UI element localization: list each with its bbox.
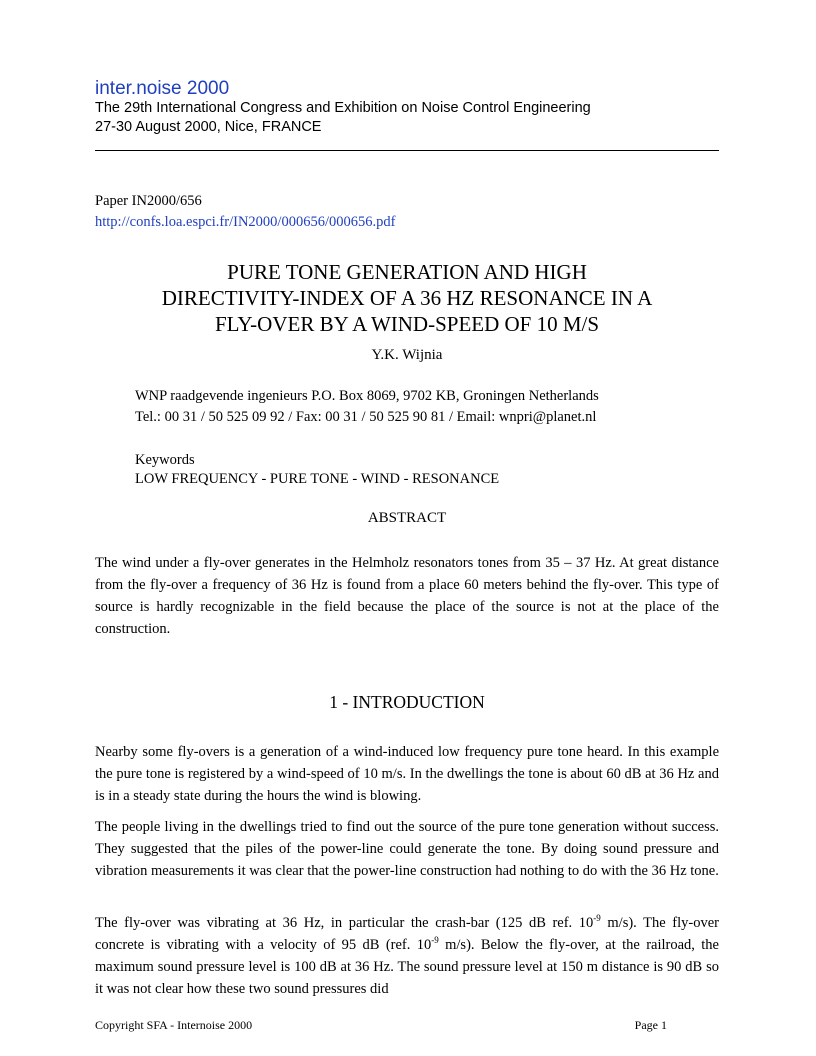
header-divider [95, 150, 719, 151]
abstract-text: The wind under a fly-over generates in the Helmholz resonators tones from 35 – 37 Hz. At great distance from the fly-over a frequency of 36 Hz is found from a place 60 meters behind the fly-over. This type of source is hardly recognizable in the field because the place of the source is not at the place of the construction. [95, 555, 719, 637]
conference-full-name: The 29th International Congress and Exhibition on Noise Control Engineering [95, 100, 591, 116]
paragraph-text: m/s). Below the fly-over, at the railroad, the maximum sound pressure level is 100 dB at 36 Hz. The sound pressure level at 150 m distance is 90 dB so it was not clear how these two sound pressures did [95, 937, 719, 997]
keywords-text: LOW FREQUENCY - PURE TONE - WIND - RESONANCE [135, 471, 500, 487]
paragraph-text: m/s). The fly-over concrete is vibrating with a velocity of 95 dB (ref. 10 [95, 915, 719, 953]
introduction-paragraph-3 [95, 912, 719, 1000]
introduction-paragraph-1: Nearby some fly-overs is a generation of a wind-induced low frequency pure tone heard. In this example the pure tone is registered by a wind-speed of 10 m/s. In the dwellings the tone is about 60 dB at 36 Hz and is in a steady state during the hours the wind is blowing. [95, 744, 719, 804]
title-line: PURE TONE GENERATION AND HIGH [227, 260, 587, 284]
footer-copyright: Copyright SFA - Internoise 2000 [95, 1018, 253, 1032]
paper-url-link[interactable]: http://confs.loa.espci.fr/IN2000/000656/000656.pdf [95, 214, 396, 230]
author-name: Y.K. Wijnia [371, 347, 443, 363]
introduction-paragraph-2: The people living in the dwellings tried to find out the source of the pure tone generation without success. They suggested that the piles of the power-line could generate the tone. By doing sound pressure and vibration measurements it was clear that the power-line construction had nothing to do with the 36 Hz tone. [95, 819, 719, 879]
title-line: DIRECTIVITY-INDEX OF A 36 HZ RESONANCE IN A [161, 286, 653, 310]
exponent: -9 [593, 913, 601, 923]
exponent: -9 [431, 935, 439, 945]
conference-dates-location: 27-30 August 2000, Nice, FRANCE [95, 119, 322, 135]
section-heading-introduction: 1 - INTRODUCTION [329, 692, 485, 712]
conference-name: inter.noise 2000 [95, 78, 230, 99]
keywords-label: Keywords [135, 452, 195, 468]
paper-id: Paper IN2000/656 [95, 193, 202, 209]
paper-title [95, 259, 719, 337]
paragraph-text: The fly-over was vibrating at 36 Hz, in particular the crash-bar (125 dB ref. 10 [95, 915, 594, 931]
affiliation-address: WNP raadgevende ingenieurs P.O. Box 8069, 9702 KB, Groningen Netherlands [135, 388, 599, 404]
title-line: FLY-OVER BY A WIND-SPEED OF 10 M/S [214, 312, 600, 336]
abstract-heading: ABSTRACT [367, 510, 447, 526]
affiliation-contact: Tel.: 00 31 / 50 525 09 92 / Fax: 00 31 / 50 525 90 81 / Email: wnpri@planet.nl [135, 409, 597, 425]
footer-page-number: Page 1 [634, 1018, 667, 1032]
